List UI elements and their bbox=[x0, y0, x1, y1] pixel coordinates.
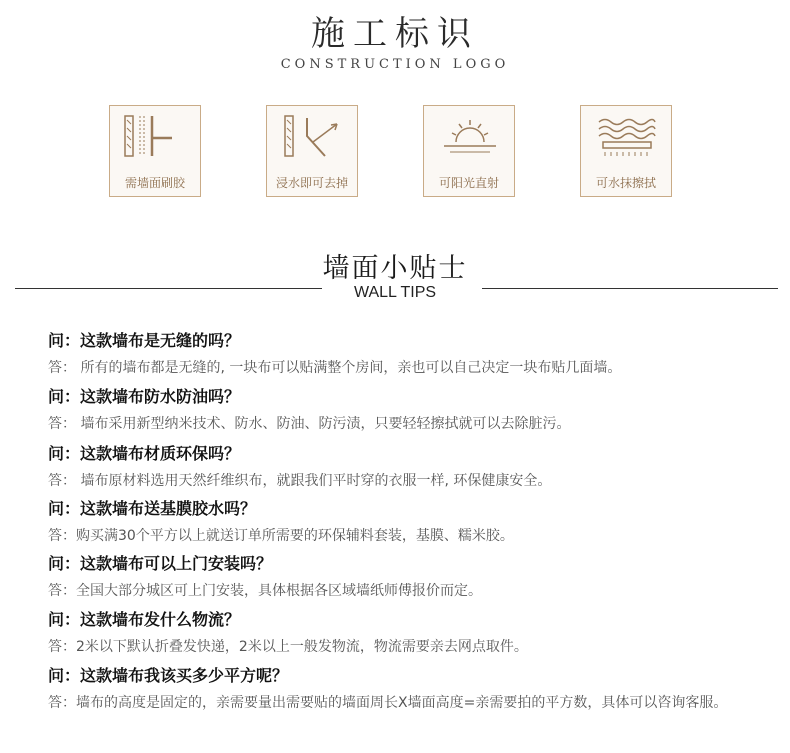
tips-subtitle: WALL TIPS bbox=[353, 284, 437, 301]
faq-question: 问：这款墙布送基膜胶水吗？ bbox=[48, 499, 257, 518]
faq-answer: 答：2米以下默认折叠发快递，2米以上一般发物流，物流需要亲去网点取件。 bbox=[48, 639, 528, 655]
water-remove-icon bbox=[267, 106, 359, 176]
faq-answer: 答： 墙布原材料选用天然纤维织布，就跟我们平时穿的衣服一样, 环保健康安全。 bbox=[48, 473, 552, 489]
faq-item bbox=[48, 328, 768, 380]
faq-question: 问：这款墙布发什么物流？ bbox=[48, 610, 241, 629]
faq-answer: 答： 所有的墙布都是无缝的, 一块布可以贴满整个房间，亲也可以自己决定一块布贴几面墙。 bbox=[48, 360, 622, 376]
badge-label: 需墙面刷胶 bbox=[124, 176, 185, 190]
badge-wall-glue bbox=[109, 105, 201, 197]
faq-item bbox=[48, 441, 768, 493]
faq-item bbox=[48, 663, 768, 715]
badge-row bbox=[0, 105, 790, 197]
faq-question: 问：这款墙布是无缝的吗？ bbox=[48, 331, 241, 350]
page-title: 施工标识 bbox=[311, 14, 479, 54]
badge-label: 可阳光直射 bbox=[438, 176, 499, 190]
faq-item bbox=[48, 384, 768, 436]
water-wipe-icon bbox=[581, 106, 673, 176]
tips-title: 墙面小贴士 bbox=[322, 253, 468, 284]
badge-label: 浸水即可去掉 bbox=[275, 176, 348, 190]
faq-question: 问：这款墙布可以上门安装吗？ bbox=[48, 554, 273, 573]
faq-question: 问：这款墙布我该买多少平方呢？ bbox=[48, 666, 289, 685]
faq-answer: 答：购买满30个平方以上就送订单所需要的环保辅料套装，基膜、糯米胶。 bbox=[48, 528, 514, 544]
badge-label: 可水抹擦拭 bbox=[595, 176, 656, 190]
sun-icon bbox=[424, 106, 516, 176]
faq-answer: 答： 墙布采用新型纳米技术、防水、防油、防污渍，只要轻轻擦拭就可以去除脏污。 bbox=[48, 416, 571, 432]
faq-question: 问：这款墙布防水防油吗？ bbox=[48, 387, 241, 406]
page-subtitle: CONSTRUCTION LOGO bbox=[280, 57, 510, 72]
wall-glue-icon bbox=[110, 106, 202, 176]
faq-item bbox=[48, 496, 768, 548]
badge-water-wipe bbox=[580, 105, 672, 197]
faq-answer: 答：全国大部分城区可上门安装，具体根据各区域墙纸师傅报价而定。 bbox=[48, 583, 482, 599]
faq-answer: 答：墙布的高度是固定的，亲需要量出需要贴的墙面周长X墙面高度=亲需要拍的平方数，具体可以咨询客服。 bbox=[48, 695, 728, 711]
badge-sun bbox=[423, 105, 515, 197]
faq-item bbox=[48, 551, 768, 603]
faq-item bbox=[48, 607, 768, 659]
badge-water-remove bbox=[266, 105, 358, 197]
faq-question: 问：这款墙布材质环保吗？ bbox=[48, 444, 241, 463]
